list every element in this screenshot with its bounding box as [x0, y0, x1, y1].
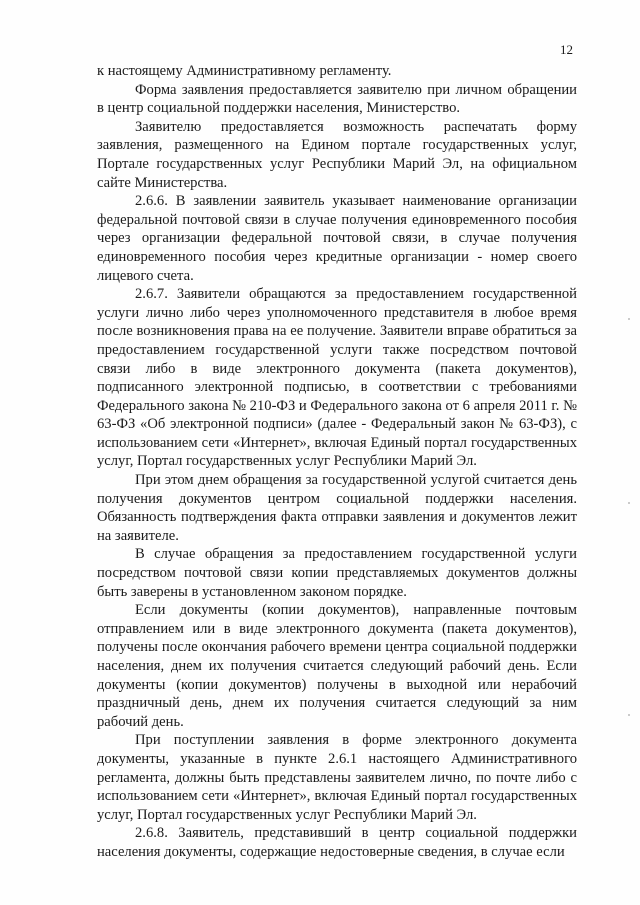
paragraph-form-provision: Форма заявления предоставляется заявителю при личном обращении в центр социальной поддержки населения, Министерство.: [97, 81, 577, 117]
paragraph-print-option: Заявителю предоставляется возможность распечатать форму заявления, размещенного на Едином портале государственных услуг, Портале государственных услуг Республики Марий Эл, на официальном сайте Министерства.: [97, 118, 577, 191]
scan-mark: [628, 714, 630, 716]
paragraph-application-date: При этом днем обращения за государственной услугой считается день получения документов центром социальной поддержки населения. Обязанность подтверждения факта отправки заявления и документов лежит на заявителе.: [97, 472, 577, 544]
paragraph-2-6-6: 2.6.6. В заявлении заявитель указывает наименование организации федеральной почтовой связи в случае получения единовременного пособия через организации федеральной почтовой связи, в случае получения единовременного пособия через кредитные организации - номер своего лицевого счета.: [97, 193, 577, 284]
paragraph-2-6-7: 2.6.7. Заявители обращаются за предоставлением государственной услуги лично либо через уполномоченного представителя в любое время после возникновения права на ее получение. Заявители вправе обратиться за предоставлением государственной услуги также посредством почтовой связи либо в виде электронного документа (пакета документов), подписанного электронной подписью, в соответствии с требованиями Федерального закона № 210-ФЗ и Федерального закона от 6 апреля 2011 г. № 63-ФЗ «Об электронной подписи» (далее - Федеральный закон № 63-ФЗ), с использованием сети «Интернет», включая Единый портал государственных услуг, Портал государственных услуг Республики Марий Эл.: [97, 286, 577, 470]
page-number: 12: [560, 42, 573, 57]
paragraph-postal-copies: В случае обращения за предоставлением государственной услуги посредством почтовой связи копии представляемых документов должны быть заверены в установленном законом порядке.: [97, 546, 577, 600]
scan-mark: [628, 502, 630, 504]
paragraph-2-6-8: 2.6.8. Заявитель, представивший в центр социальной поддержки населения документы, содержащие недостоверные сведения, в случае если: [97, 825, 577, 860]
paragraph-receipt-day: Если документы (копии документов), направленные почтовым отправлением или в виде электронного документа (пакета документов), получены после окончания рабочего времени центра социальной поддержки населения, днем их получения считается следующий рабочий день. Если документы (копии документов) получены в выходной или нерабочий праздничный день, днем их получения считается следующий за ним рабочий день.: [97, 602, 577, 730]
paragraph-regulation-reference: к настоящему Административному регламенту.: [97, 63, 392, 79]
paragraph-electronic-submission: При поступлении заявления в форме электронного документа документы, указанные в пункте 2.6.1 настоящего Административного регламента, должны быть представлены заявителем лично, по почте либо с использованием сети «Интернет», включая Единый портал государственных услуг, Портал государственных услуг Республики Марий Эл.: [97, 732, 577, 823]
document-body: [97, 62, 577, 862]
scan-mark: [628, 318, 630, 320]
